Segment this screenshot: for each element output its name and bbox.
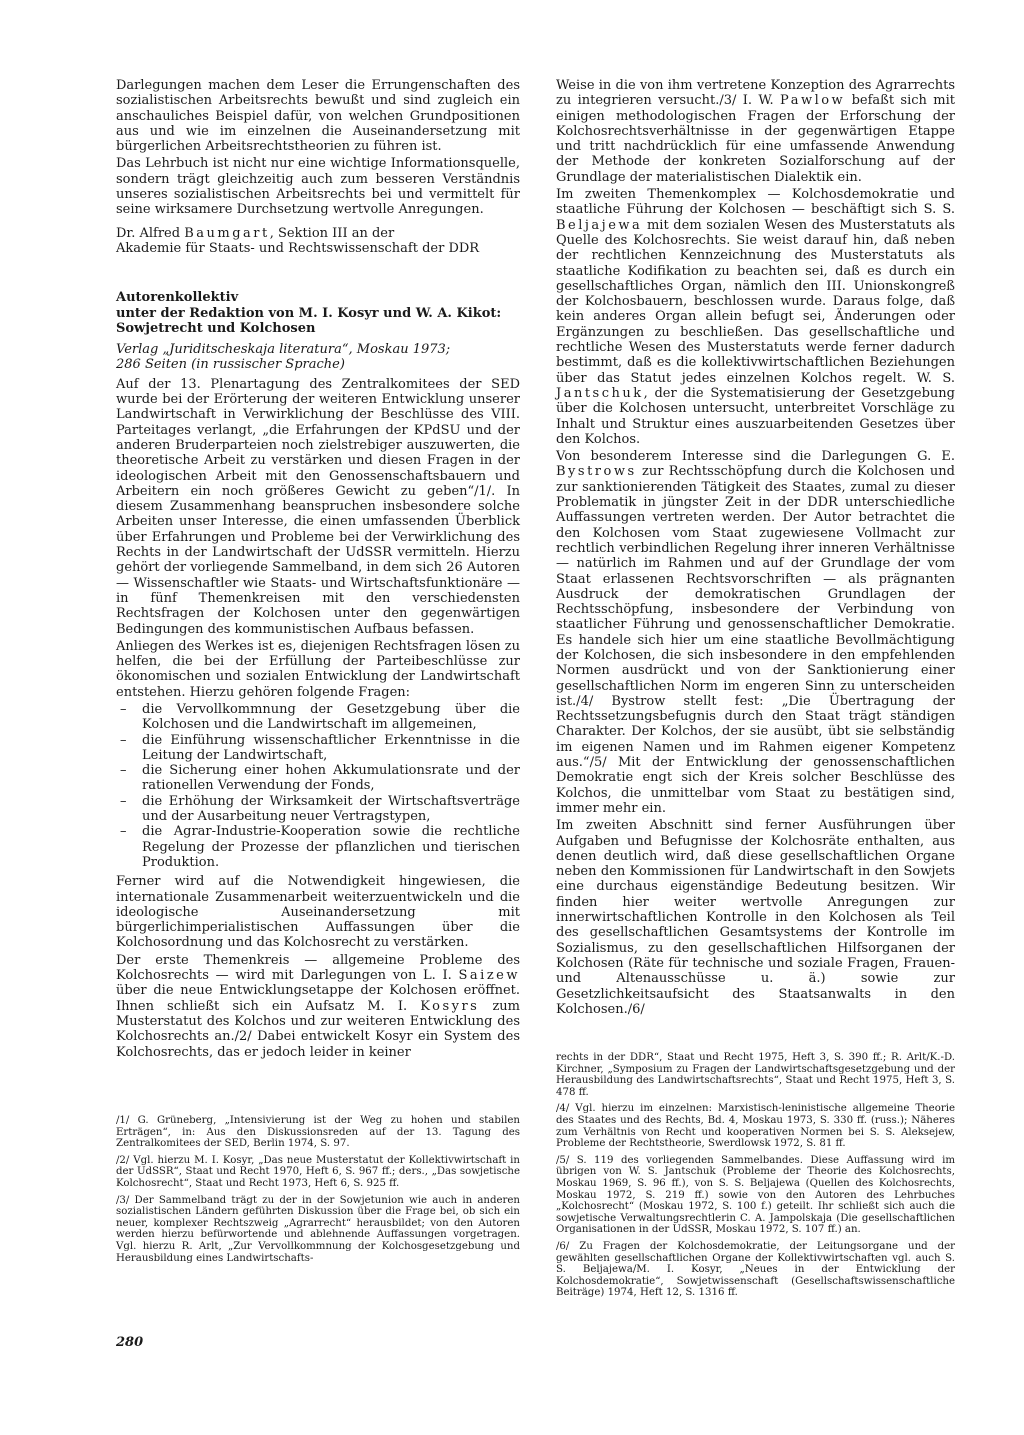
footnote: /6/ Zu Fragen der Kolchosdemokratie, der Leitungsorgane und der gewählten gesellschaftlichen Organe der Kollektivwirtschaften vgl. auch S. S. Beljajewa/M. I. Kosyr, „Neues in der Entwicklung der Kolchosdemokratie“, Sowjetwissenschaft (Gesellschaftswissenschaftliche Beiträge) 1974, Heft 12, S. 1316 ff. xyxy=(556,1240,955,1299)
footnotes-right xyxy=(556,1052,955,1304)
body-paragraph xyxy=(556,449,955,816)
footnote: rechts in der DDR“, Staat und Recht 1975, Heft 3, S. 390 ff.; R. Arlt/K.-D. Kirchner, „Symposium zu Fragen der Landwirtschaftsgesetzgebung und der Herausbildung des Landwirtschaftsrechts“, Staat und Recht 1975, Heft 3, S. 478 ff. xyxy=(556,1052,955,1098)
text-run: zum Musterstatut des Kolchos und zur weiteren Entwicklung des Kolchosrechts an./2/ Dabei entwickelt Kosyr ein System des Kolchosrechts, das er jedoch leider in keiner xyxy=(116,998,521,1060)
list-item: – die Erhöhung der Wirksamkeit der Wirtschaftsverträge und der Ausarbeitung neuer Vertragstypen, xyxy=(116,794,520,825)
body-paragraph: Anliegen des Werkes ist es, diejenigen Rechtsfragen lösen zu helfen, die bei der Erfüllung der Parteibeschlüsse zur ökonomischen und sozialen Entwicklung der Landwirtschaft entstehen. Hierzu gehören folgende Fragen: xyxy=(116,638,520,700)
text-run: mit dem sozialen Wesen des Musterstatuts als Quelle des Kolchosrechts. Sie weist darauf hin, daß neben der rechtlichen Kennzeichnung des Musterstatuts als staatliche Kodifikation zu beachten sei, daß es durch ein gesellschaftliches Organ, nämlich den III. Unionskongreß der Kolchosbauern, beschlossen wurde. Daraus folge, daß kein anderes Organ allein befugt sei, Änderungen oder Ergänzungen zu beschließen. Das gesellschaftliche und rechtliche Wesen des Musterstatuts werde ferner dadurch bestimmt, daß es die kollektivwirtschaftlichen Beziehungen über das Statut jedes einzelnen Kolchos regelt. W. S. xyxy=(556,217,955,386)
author-name: Jantschuk xyxy=(556,385,644,401)
list-item: – die Sicherung einer hohen Akkumulationsrate und der rationellen Verwendung der Fonds, xyxy=(116,763,520,794)
intro-paragraph: Darlegungen machen dem Leser die Errungenschaften des sozialistischen Arbeitsrechts bewußt und sind zugleich ein anschauliches Beispiel dafür, von welchen Grundpositionen aus und wie im einzelnen die Auseinandersetzung mit bürgerlichen Arbeitsrechtstheorien zu führen ist. xyxy=(116,78,520,155)
publisher-pages: 286 Seiten (in russischer Sprache) xyxy=(116,357,345,373)
signature-surname: Baumgart xyxy=(184,225,270,241)
footnote: /3/ Der Sammelband trägt zu der in der Sowjetunion wie auch in anderen sozialistischen Ländern geführten Diskussion über die Frage bei, ob sich ein neuer, komplexer Rechtszweig „Agrarrecht“ herausbildet; von den Autoren werden hierzu befürwortende und ablehnende Auffassungen vorgetragen. Vgl. hierzu R. Arlt, „Zur Vervollkommnung der Kolchosgesetzgebung und Herausbildung eines Landwirtschafts- xyxy=(116,1194,520,1264)
list-item: – die Agrar-Industrie-Kooperation sowie die rechtliche Regelung der Prozesse der pflanzlichen und tierischen Produktion. xyxy=(116,824,520,870)
footnote: /1/ G. Grüneberg, „Intensivierung ist der Weg zu hohen und stabilen Erträgen“, in: Aus den Diskussionsreden auf der 13. Tagung des Zentralkomitees der SED, Berlin 1974, S. 97. xyxy=(116,1115,520,1150)
review-heading xyxy=(116,290,520,336)
body-paragraph: Auf der 13. Plenartagung des Zentralkomitees der SED wurde bei der Erörterung der weiteren Entwicklung unserer Landwirtschaft in Verwirklichung der Beschlüsse des VIII. Parteitages verlangt, „die Erfahrungen der KPdSU und der anderen Bruderparteien noch zielstrebiger auszuwerten, die theoretische Arbeit zu verstärken und diesen Fragen in der ideologischen Arbeit mit den Genossenschaftsbauern und Arbeitern ein noch größeres Gewicht zu geben“/1/. In diesem Zusammenhang beanspruchen insbesondere solche Arbeiten unser Interesse, die einen umfassenden Überblick über Erfahrungen und Probleme bei der Verwirklichung des Rechts in der Landwirtschaft der UdSSR vermitteln. Hierzu gehört der vorliegende Sammelband, in dem sich 26 Autoren — Wissenschaftler wie Staats- und Wirtschaftsfunktionäre — in fünf Themenkreisen mit den verschiedensten Rechtsfragen der Kolchosen unter den gegenwärtigen Bedingungen des kommunistischen Aufbaus befassen. xyxy=(116,376,520,637)
review-book-title: Sowjetrecht und Kolchosen xyxy=(116,320,316,336)
list-item: – die Vervollkommnung der Gesetzgebung über die Kolchosen und die Landwirtschaft im allgemeinen, xyxy=(116,702,520,733)
body-paragraph xyxy=(116,953,520,1060)
reviewer-signature xyxy=(116,226,520,257)
text-run: über die neue Entwicklungsetappe der Kolchosen eröffnet. Ihnen schließt sich ein Aufsatz M. I. xyxy=(116,983,520,1014)
footnote: /5/ S. 119 des vorliegenden Sammelbandes. Diese Auffassung wird im übrigen von W. S. Jantschuk (Probleme der Theorie des Kolchosrechts, Moskau 1969, S. 96 ff.), von S. S. Beljajewa (Quellen des Kolchosrechts, Moskau 1972, S. 219 ff.) sowie von den Autoren des Lehrbuches „Kolchosrecht“ (Moskau 1972, S. 100 f.) geteilt. Ihr schließt sich auch die sowjetische Verwaltungsrechtlerin C. A. Jampolskaja (Die gesellschaftlichen Organisationen in der UdSSR, Moskau 1972, S. 107 ff.) an. xyxy=(556,1154,955,1236)
signature-affiliation: , Sektion III an der xyxy=(269,225,395,241)
questions-list xyxy=(116,702,520,870)
review-publisher xyxy=(116,342,520,373)
author-name: Pawlow xyxy=(780,93,846,109)
text-run: Im zweiten Themenkomplex — Kolchosdemokratie und staatliche Führung der Kolchosen — beschäftigt sich S. S. xyxy=(556,187,955,218)
footnote: /4/ Vgl. hierzu im einzelnen: Marxistisch-leninistische allgemeine Theorie des Staates und des Rechts, Bd. 4, Moskau 1973, S. 330 ff. (russ.); Näheres zum Verhältnis von Recht und kooperativen Normen bei S. S. Aleksejew, Probleme der Rechtstheorie, Swerdlowsk 1972, S. 81 ff. xyxy=(556,1103,955,1150)
body-paragraph xyxy=(556,78,955,185)
list-item: – die Einführung wissenschaftlicher Erkenntnisse in die Leitung der Landwirtschaft, xyxy=(116,733,520,764)
text-run: befaßt sich mit einigen methodologischen Fragen der Erforschung der Kolchosrechtsverhältnisse in der gegenwärtigen Etappe und tritt nachdrücklich für eine umfassende Anwendung der Methode der konkreten Sozialforschung auf der Grundlage der materialistischen Dialektik ein. xyxy=(556,93,955,185)
footnote: /2/ Vgl. hierzu M. I. Kosyr, „Das neue Musterstatut der Kollektivwirtschaft in der UdSSR“, Staat und Recht 1970, Heft 6, S. 967 ff.; ders., „Das sowjetische Kolchosrecht“, Staat und Recht 1973, Heft 6, S. 925 ff. xyxy=(116,1154,520,1189)
author-name: Beljajewa xyxy=(556,217,643,233)
publisher-line: Verlag „Juriditscheskaja literatura“, Moskau 1973; xyxy=(116,342,451,358)
text-run: zur Rechtsschöpfung durch die Kolchosen und zur sanktionierenden Tätigkeit des Staates, zumal zu dieser Problematik in jüngster Zeit in der DDR unterschiedliche Auffassungen vertreten werden. Der Autor betrachtet die den Kolchosen vom Staat zugewiesene Vollmacht zur rechtlich verbindlichen Regelung ihrer inneren Verhältnisse — natürlich im Rahmen und auf der Grundlage der vom Staat erlassenen Rechtsvorschriften — als prägnanten Ausdruck der demokratischen Grundlagen der Rechtsschöpfung, insbesondere der Verbindung von staatlicher Führung und genossenschaftlicher Demokratie. Es handele sich hier um eine staatliche Bevollmächtigung der Kolchosen, die sich insbesondere in den empfehlenden Normen ausdrückt und von der Sanktionierung einer gesellschaftlichen Norm im engeren Sinn zu unterscheiden ist./4/ Bystrow stellt fest: „Die Übertragung der Rechtssetzungsbefugnis durch den Staat trägt ständigen Charakter. Der Kolchos, der sie ausübt, übt sie selbständig im eigenen Namen und im Rahmen eigener Kompetenz aus.“/5/ Mit der Entwicklung der genossenschaftlichen Demokratie engt sich der Kreis solcher Beschlüsse des Kolchos, die unmittelbar vom Staat zu bestätigen sind, immer mehr ein. xyxy=(556,464,955,816)
intro-paragraph: Das Lehrbuch ist nicht nur eine wichtige Informationsquelle, sondern trägt gleichzeitig auch zum besseren Verständnis unseres sozialistischen Arbeitsrechts bei und vermittelt für seine wirksamere Durchsetzung wertvolle Anregungen. xyxy=(116,156,520,218)
text-run: Weise in die von ihm vertretene Konzeption des Agrarrechts zu integrieren versucht./3/ I. W. xyxy=(556,78,955,109)
author-name: Kosyrs xyxy=(420,998,480,1014)
footnotes-left xyxy=(116,1115,520,1269)
signature-affiliation-line-2: Akademie für Staats- und Rechtswissenschaft der DDR xyxy=(116,240,480,256)
review-editors: unter der Redaktion von M. I. Kosyr und W. A. Kikot: xyxy=(116,305,502,321)
review-authors: Autorenkollektiv xyxy=(116,290,239,306)
text-run: Der erste Themenkreis — allgemeine Probleme des Kolchosrechts — wird mit Darlegungen von L. I. xyxy=(116,952,520,984)
text-run: Von besonderem Interesse sind die Darlegungen G. E. xyxy=(556,449,955,465)
author-name: Bystrows xyxy=(556,464,637,480)
body-paragraph: Im zweiten Abschnitt sind ferner Ausführungen über Aufgaben und Befugnisse der Kolchosräte enthalten, aus denen deutlich wird, daß diese gesellschaftlichen Organe neben den Kommissionen für Landwirtschaft in den Sowjets eine durchaus eigenständige Bedeutung besitzen. Wir finden hier weiter wertvolle Anregungen zur innerwirtschaftlichen Kontrolle in den Kolchosen als Teil des gesellschaftlichen Gesamtsystems der Kontrolle im Sozialismus, zu den gesellschaftlichen Hilfsorganen der Kolchosen (Räte für technische und soziale Fragen, Frauen- und Altenausschüsse u. ä.) sowie zur Gesetzlichkeitsaufsicht des Staatsanwalts in den Kolchosen./6/ xyxy=(556,818,955,1017)
body-paragraph xyxy=(556,187,955,447)
signature-prefix: Dr. Alfred xyxy=(116,225,181,241)
text-run: , der die Systematisierung der Gesetzgebung über die Kolchosen untersucht, unterbreitet Vorschläge zu Inhalt und Struktur eines auszuarbeitenden Gesetzes über den Kolchos. xyxy=(556,385,955,447)
page-number: 280 xyxy=(116,1335,144,1350)
left-column xyxy=(116,78,520,1062)
right-column xyxy=(556,78,955,1019)
author-name: Saizew xyxy=(458,968,520,984)
body-paragraph: Ferner wird auf die Notwendigkeit hingewiesen, die internationale Zusammenarbeit weiterzuentwickeln und die ideologische Auseinandersetzung mit bürgerlichimperialistischen Auffassungen über die Kolchosordnung und das Kolchosrecht zu verstärken. xyxy=(116,874,520,951)
